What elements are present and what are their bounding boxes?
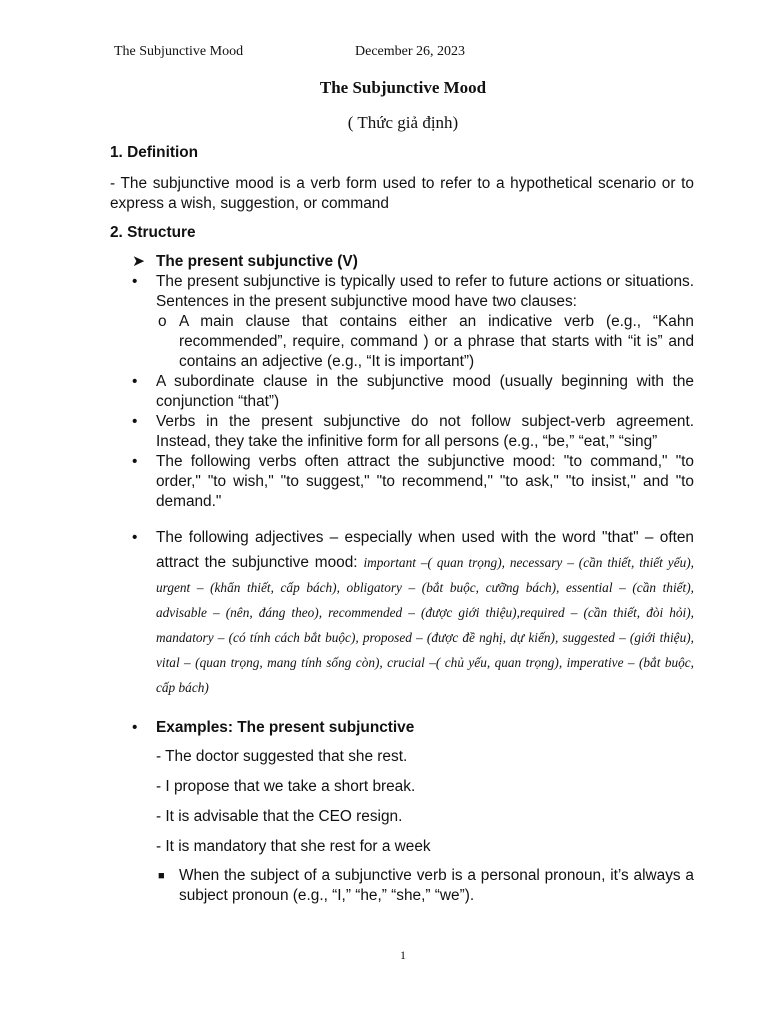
sub-bullet-item [110, 312, 694, 372]
sub-bullet-text: A main clause that contains either an indicative verb (e.g., “Kahn recommended”, require, command ) or a phrase that starts with “it is” and contains an adjective (e.g., “It is important”) [179, 313, 694, 370]
hollow-circle-bullet-icon: o [158, 313, 167, 330]
example-line: - It is mandatory that she rest for a week [156, 838, 431, 855]
bullet-item [110, 452, 694, 512]
page-number: 1 [400, 948, 406, 962]
example-line: - It is advisable that the CEO resign. [156, 808, 403, 825]
bullet-icon: • [132, 373, 138, 390]
definition-text: - The subjunctive mood is a verb form used to refer to a hypothetical scenario or to express a wish, suggestion, or command [110, 175, 694, 212]
bullet-item-adjectives [110, 525, 694, 700]
bullet-text: The following adjectives – especially when used with the word "that" – often attract the subjunctive mood: [156, 529, 694, 571]
examples-heading: Examples: The present subjunctive [156, 719, 415, 736]
square-bullet-text: When the subject of a subjunctive verb is a personal pronoun, it’s always a subject pronoun (e.g., “I,” “he,” “she,” “we”). [179, 867, 694, 904]
arrow-bullet-icon: ➤ [132, 253, 145, 270]
bullet-item [110, 272, 694, 312]
bullet-icon: • [132, 413, 138, 430]
section-heading-definition: 1. Definition [110, 144, 199, 161]
running-header-date: December 26, 2023 [355, 44, 466, 59]
bullet-item [110, 412, 694, 452]
example-line: - The doctor suggested that she rest. [156, 748, 408, 765]
running-header-title: The Subjunctive Mood [114, 44, 244, 59]
subsection-heading-present-subjunctive: The present subjunctive (V) [156, 253, 358, 270]
arrow-item [110, 252, 694, 272]
bullet-icon: • [132, 453, 138, 470]
examples-heading-item [110, 718, 694, 738]
document-body [110, 143, 694, 906]
bullet-icon: • [132, 529, 138, 546]
section-heading-structure: 2. Structure [110, 224, 196, 241]
bullet-text: Verbs in the present subjunctive do not follow subject-verb agreement. Instead, they take the infinitive form for all persons (e.g., “be,” “eat,” “sing” [156, 413, 694, 450]
example-line: - I propose that we take a short break. [156, 778, 416, 795]
bullet-text: A subordinate clause in the subjunctive mood (usually beginning with the conjunction “that”) [156, 373, 694, 410]
square-bullet-item [110, 866, 694, 906]
bullet-text: The present subjunctive is typically used to refer to future actions or situations. Sentences in the present subjunctive mood have two clauses: [156, 273, 694, 310]
bullet-text: The following verbs often attract the subjunctive mood: "to command," "to order," "to wish," "to suggest," "to recommend," "to ask," "to insist," and "to demand." [156, 453, 694, 510]
adjective-list: important –( quan trọng), necessary – (cần thiết, thiết yếu), urgent – (khẩn thiết, cấp bách), obligatory – (bắt buộc, cưỡng bách), essential – (cần thiết), advisable – (nên, đáng theo), recommended – (được giới thiệu),required – (cần thiết, đòi hỏi), mandatory – (có tính cách bắt buộc), proposed – (được đề nghị, dự kiến), suggested – (giới thiệu), vital – (quan trọng, mang tính sống còn), crucial –( chủ yếu, quan trọng), imperative – (bắt buộc, cấp bách) [156, 555, 695, 695]
document-subtitle: ( Thức giả định) [347, 113, 459, 132]
bullet-icon: • [132, 719, 138, 736]
document-title: The Subjunctive Mood [319, 78, 487, 97]
square-bullet-icon: ■ [158, 870, 165, 882]
bullet-icon: • [132, 273, 138, 290]
bullet-item [110, 372, 694, 412]
